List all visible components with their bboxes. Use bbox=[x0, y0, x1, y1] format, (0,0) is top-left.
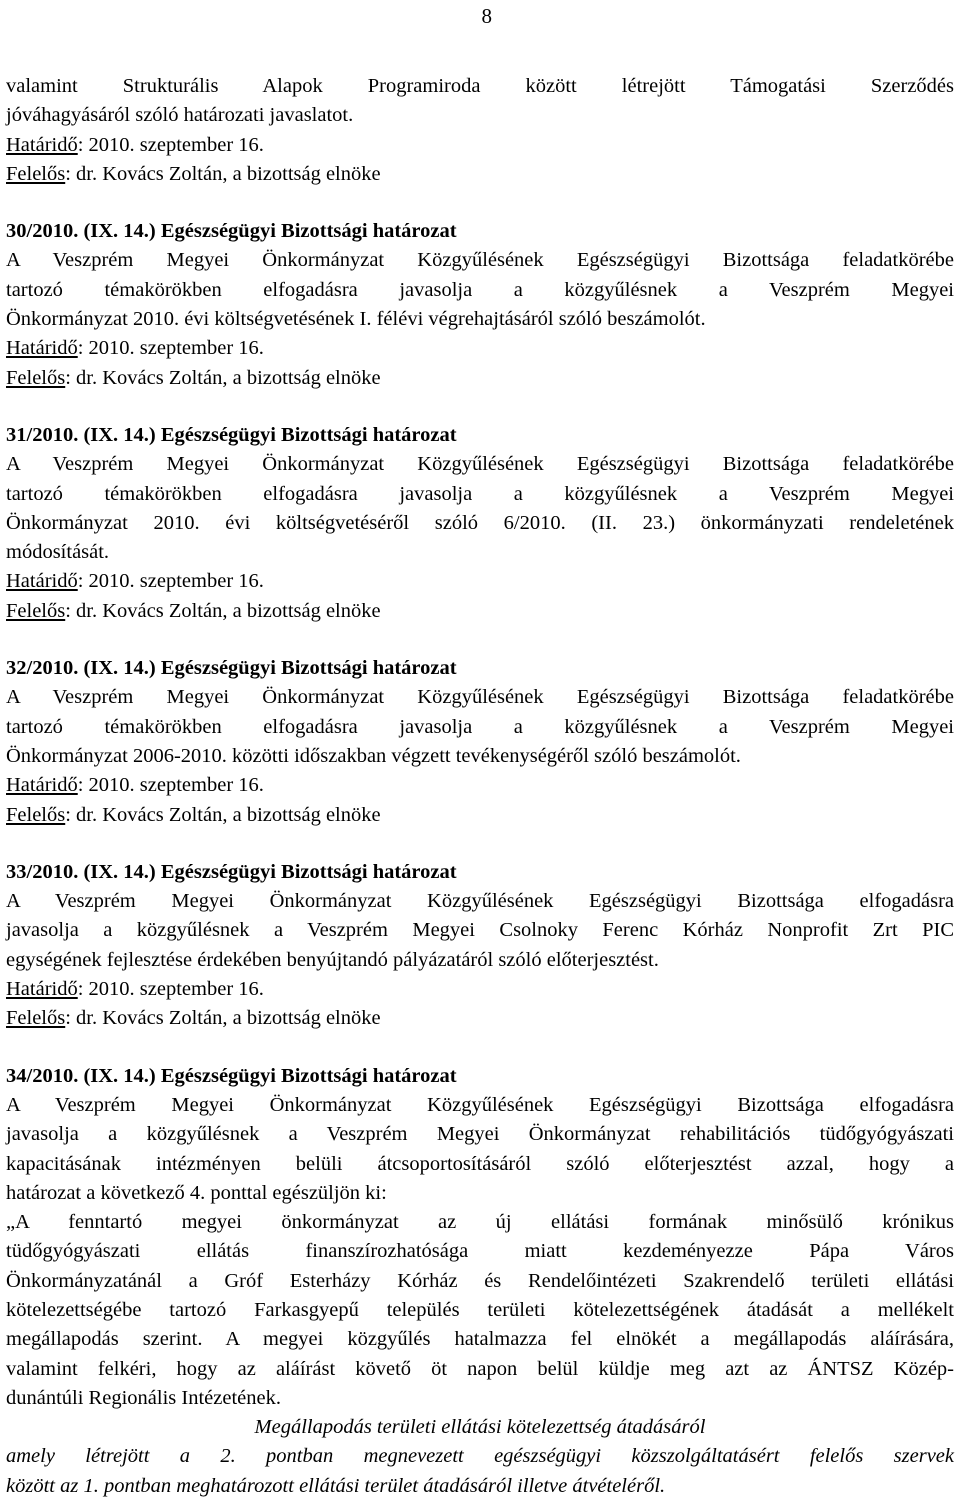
deadline-line bbox=[6, 771, 954, 800]
resolution-line: egységének fejlesztése érdekében benyújtandó pályázatáról szóló előterjesztést. bbox=[6, 948, 659, 971]
deadline-line bbox=[6, 131, 954, 160]
deadline-value: : 2010. szeptember 16. bbox=[77, 774, 264, 797]
deadline-line bbox=[6, 975, 954, 1004]
resolution-line: Önkormányzat 2010. évi költségvetéséről szóló 6/2010. (II. 23.) önkormányzati rendeletének bbox=[6, 511, 954, 534]
resolution-heading: 33/2010. (IX. 14.) Egészségügyi Bizottsági határozat bbox=[6, 860, 457, 883]
resolution-line: A Veszprém Megyei Önkormányzat Közgyűlésének Egészségügyi Bizottsága feladatkörébe bbox=[6, 686, 954, 709]
responsible-line bbox=[6, 364, 954, 393]
page-number: 8 bbox=[481, 4, 492, 28]
resolution-line: kapacitásának intézményen belüli átcsoportosításáról szóló előterjesztést azzal, hogy a bbox=[6, 1152, 954, 1175]
responsible-value: : dr. Kovács Zoltán, a bizottság elnöke bbox=[65, 599, 381, 622]
quoted-line: Önkormányzatánál a Gróf Esterházy Kórház és Rendelőintézeti Szakrendelő területi ellátási bbox=[6, 1269, 954, 1292]
quoted-line: megállapodás szerint. A megyei közgyűlés hatalmazza fel elnökét a megállapodás aláírására, bbox=[6, 1328, 954, 1351]
resolution-32 bbox=[6, 654, 954, 830]
deadline-value: : 2010. szeptember 16. bbox=[77, 978, 264, 1001]
responsible-value: : dr. Kovács Zoltán, a bizottság elnöke bbox=[65, 803, 381, 826]
responsible-label: Felelős bbox=[6, 366, 66, 389]
deadline-value: : 2010. szeptember 16. bbox=[77, 133, 264, 156]
deadline-line bbox=[6, 334, 954, 363]
responsible-value: : dr. Kovács Zoltán, a bizottság elnöke bbox=[65, 366, 381, 389]
deadline-label: Határidő bbox=[6, 978, 78, 1001]
resolution-line: tartozó témakörökben elfogadásra javasolja a közgyűlésnek a Veszprém Megyei bbox=[6, 482, 954, 505]
resolution-33 bbox=[6, 858, 954, 1034]
deadline-label: Határidő bbox=[6, 570, 78, 593]
intro-line: valamint Strukturális Alapok Programiroda között létrejött Támogatási Szerződés bbox=[6, 75, 954, 97]
resolution-line: módosítását. bbox=[6, 541, 110, 564]
deadline-line bbox=[6, 567, 954, 596]
responsible-line bbox=[6, 801, 954, 830]
resolution-heading: 30/2010. (IX. 14.) Egészségügyi Bizottsági határozat bbox=[6, 220, 457, 243]
document-body bbox=[6, 72, 954, 1501]
resolution-line: határozat a következő 4. ponttal egészüljön ki: bbox=[6, 1181, 387, 1204]
responsible-label: Felelős bbox=[6, 1007, 66, 1030]
deadline-label: Határidő bbox=[6, 774, 78, 797]
quoted-line: „A fenntartó megyei önkormányzat az új ellátási formának minősülő krónikus bbox=[6, 1211, 954, 1234]
responsible-line bbox=[6, 160, 954, 189]
responsible-label: Felelős bbox=[6, 162, 66, 185]
resolution-line: javasolja a közgyűlésnek a Veszprém Megyei Csolnoky Ferenc Kórház Nonprofit Zrt PIC bbox=[6, 919, 954, 942]
resolution-line: tartozó témakörökben elfogadásra javasolja a közgyűlésnek a Veszprém Megyei bbox=[6, 278, 954, 301]
quoted-line: dunántúli Regionális Intézetének. bbox=[6, 1386, 281, 1409]
responsible-label: Felelős bbox=[6, 599, 66, 622]
resolution-heading: 31/2010. (IX. 14.) Egészségügyi Bizottsági határozat bbox=[6, 423, 457, 446]
agreement-line: amely létrejött a 2. pontban megnevezett egészségügyi közszolgáltatásért felelős szervek bbox=[6, 1445, 954, 1468]
deadline-label: Határidő bbox=[6, 337, 78, 360]
quoted-line: valamint felkéri, hogy az aláírást követő öt napon belül küldje meg azt az ÁNTSZ Közép- bbox=[6, 1357, 954, 1380]
resolution-line: A Veszprém Megyei Önkormányzat Közgyűlésének Egészségügyi Bizottsága elfogadásra bbox=[6, 1093, 954, 1116]
agreement-title: Megállapodás területi ellátási kötelezettség átadásáról bbox=[254, 1416, 706, 1439]
agreement-section bbox=[6, 1413, 954, 1501]
responsible-label: Felelős bbox=[6, 803, 66, 826]
resolution-30 bbox=[6, 217, 954, 393]
resolution-line: A Veszprém Megyei Önkormányzat Közgyűlésének Egészségügyi Bizottsága feladatkörébe bbox=[6, 453, 954, 476]
responsible-line bbox=[6, 597, 954, 626]
resolution-line: A Veszprém Megyei Önkormányzat Közgyűlésének Egészségügyi Bizottsága elfogadásra bbox=[6, 890, 954, 913]
quoted-line: kötelezettségébe tartozó Farkasgyepű település területi kötelezettségének átadását a mellékelt bbox=[6, 1298, 954, 1321]
resolution-line: A Veszprém Megyei Önkormányzat Közgyűlésének Egészségügyi Bizottsága feladatkörébe bbox=[6, 249, 954, 272]
responsible-line bbox=[6, 1004, 954, 1033]
resolution-line: Önkormányzat 2006-2010. közötti időszakban végzett tevékenységéről szóló beszámolót. bbox=[6, 744, 741, 767]
responsible-value: : dr. Kovács Zoltán, a bizottság elnöke bbox=[65, 1007, 381, 1030]
resolution-line: tartozó témakörökben elfogadásra javasolja a közgyűlésnek a Veszprém Megyei bbox=[6, 715, 954, 738]
resolution-line: javasolja a közgyűlésnek a Veszprém Megyei Önkormányzat rehabilitációs tüdőgyógyászati bbox=[6, 1123, 954, 1146]
resolution-31 bbox=[6, 421, 954, 626]
resolution-heading: 34/2010. (IX. 14.) Egészségügyi Bizottsági határozat bbox=[6, 1064, 457, 1087]
deadline-value: : 2010. szeptember 16. bbox=[77, 570, 264, 593]
intro-section bbox=[6, 72, 954, 189]
responsible-value: : dr. Kovács Zoltán, a bizottság elnöke bbox=[65, 162, 381, 185]
resolution-34 bbox=[6, 1062, 954, 1414]
resolution-heading: 32/2010. (IX. 14.) Egészségügyi Bizottsági határozat bbox=[6, 657, 457, 680]
deadline-label: Határidő bbox=[6, 133, 78, 156]
agreement-line: között az 1. pontban meghatározott ellátási terület átadásáról illetve átvételéről. bbox=[6, 1474, 666, 1497]
resolution-line: Önkormányzat 2010. évi költségvetésének I. félévi végrehajtásáról szóló beszámolót. bbox=[6, 308, 706, 331]
quoted-line: tüdőgyógyászati ellátás finanszírozhatósága miatt kezdeményezze Pápa Város bbox=[6, 1240, 954, 1263]
deadline-value: : 2010. szeptember 16. bbox=[77, 337, 264, 360]
intro-line: jóváhagyásáról szóló határozati javaslatot. bbox=[6, 104, 354, 127]
